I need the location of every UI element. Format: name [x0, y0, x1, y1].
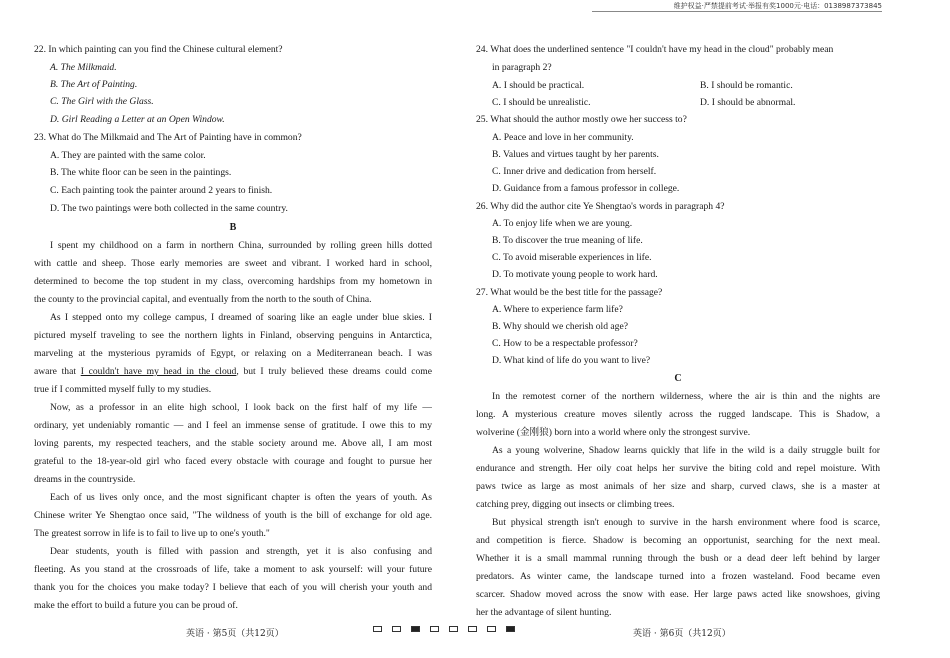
q24-option-b: B. I should be romantic. [700, 80, 793, 91]
q24-option-c: C. I should be unrealistic. [492, 97, 591, 108]
q22-option-a: A. The Milkmaid. [50, 62, 117, 73]
q23-option-d: D. The two paintings were both collected in the same country. [50, 203, 288, 214]
para-b2-pre: aware that [34, 366, 81, 377]
section-b-heading: B [229, 222, 237, 233]
q25-option-d: D. Guidance from a famous professor in college. [492, 183, 680, 194]
para-b3-line: ordinary, yet undeniably romantic — and I feel an immense sense of gratitude. I owe this to my [34, 420, 432, 431]
q27-option-d: D. What kind of life do you want to live? [492, 355, 651, 366]
q23-option-c: C. Each painting took the painter around 2 years to finish. [50, 185, 273, 196]
marker-box [392, 626, 401, 632]
para-c2-line: endurance and strength. Her oily coat helps her survive the biting cold and repel moisture. With [476, 463, 880, 474]
para-c3-line: But physical strength isn't enough to survive in the harsh environment where food is scarce, [492, 517, 880, 528]
q26-option-d: D. To motivate young people to work hard. [492, 269, 658, 280]
para-b3-line: Now, as a professor in an elite high school, I look back on the first half of my life — [50, 402, 432, 413]
marker-box [430, 626, 439, 632]
marker-box [468, 626, 477, 632]
marker-box [373, 626, 382, 632]
q26-option-c: C. To avoid miserable experiences in life. [492, 252, 652, 263]
question-27-stem: 27. What would be the best title for the passage? [476, 287, 663, 298]
para-c3-line: Whether it is a small mammal running through the bush or a dead deer left behind by larger [476, 553, 880, 564]
para-b4-line: Each of us lives only once, and the most significant chapter is often the years of youth. As [50, 492, 432, 503]
question-26-stem: 26. Why did the author cite Ye Shengtao's words in paragraph 4? [476, 201, 725, 212]
para-c3-line: predators. As winter came, the landscape turned into a frozen wasteland. Food became even [476, 571, 880, 582]
para-c3-line: and competition is fierce. Shadow is becoming an opportunist, searching for the next meal. [476, 535, 880, 546]
para-c1-line: In the remotest corner of the northern wilderness, where the air is thin and the nights are [492, 391, 880, 402]
para-c1-line: wolverine (金刚狼) born into a world where only the strongest survive. [476, 427, 751, 438]
para-b5-line: fleeting. As you stand at the crossroads of life, take a moment to ask yourself: will your future [34, 564, 432, 575]
para-b2-line: As I stepped onto my college campus, I dreamed of soaring like an eagle under blue skies. I [50, 312, 432, 323]
para-b5-line: Dear students, youth is filled with passion and strength, yet it is also confusing and [50, 546, 432, 557]
para-b4-line: Chinese writer Ye Shengtao once said, "The wildness of youth is the bill of exchange for old age. [34, 510, 432, 521]
para-c2-line: As a young wolverine, Shadow learns quickly that life in the wild is a daily struggle built for [492, 445, 880, 456]
question-24-stem-cont: in paragraph 2? [492, 62, 552, 73]
question-24-stem: 24. What does the underlined sentence "I couldn't have my head in the cloud" probably mean [476, 44, 834, 55]
header-banner: 维护权益·严禁提前考试·举报有奖1000元·电话：0138987373845 [592, 2, 882, 12]
para-b3-line: grateful to the 18-year-old girl who faced every obstacle with courage and fought to pursue her [34, 456, 432, 467]
para-b2-post: , but I truly believed these dreams could come [236, 366, 432, 377]
para-b1-line: I spent my childhood on a farm in northern China, surrounded by rolling green hills dotted [50, 240, 432, 251]
q23-option-a: A. They are painted with the same color. [50, 150, 206, 161]
marker-box-filled [506, 626, 515, 632]
para-b4-line: The greatest sorrow in life is to fail to live up to one's youth." [34, 528, 270, 539]
q25-option-c: C. Inner drive and dedication from herself. [492, 166, 657, 177]
q22-option-d: D. Girl Reading a Letter at an Open Window. [50, 114, 225, 125]
q24-option-a: A. I should be practical. [492, 80, 585, 91]
para-b3-line: loving parents, my respected teachers, and the stable society around me. Above all, I am most [34, 438, 432, 449]
underlined-sentence: I couldn't have my head in the cloud [80, 366, 237, 377]
q27-option-b: B. Why should we cherish old age? [492, 321, 628, 332]
q24-option-d: D. I should be abnormal. [700, 97, 796, 108]
q22-option-b: B. The Art of Painting. [50, 79, 138, 90]
marker-box [449, 626, 458, 632]
q26-option-b: B. To discover the true meaning of life. [492, 235, 643, 246]
q25-option-b: B. Values and virtues taught by her parents. [492, 149, 659, 160]
q22-option-c: C. The Girl with the Glass. [50, 96, 154, 107]
question-23-stem: 23. What do The Milkmaid and The Art of Painting have in common? [34, 132, 302, 143]
q27-option-c: C. How to be a respectable professor? [492, 338, 638, 349]
para-b3-line: dreams in the countryside. [34, 474, 136, 485]
page-marker-boxes [373, 626, 515, 632]
para-c3-line: scarcer. Shadow moved across the snow with ease. Her large paws acted like snowshoes, giving [476, 589, 880, 600]
section-c-heading: C [674, 373, 682, 384]
para-b1-line: the county to the provincial capital, and eventually from the north to the south of China. [34, 294, 372, 305]
marker-box-filled [411, 626, 420, 632]
para-b1-line: determined to become the top student in my class, overcoming hardships from my hometown in [34, 276, 432, 287]
para-c2-line: catching prey, digging out insects or climbing trees. [476, 499, 675, 510]
q25-option-a: A. Peace and love in her community. [492, 132, 634, 143]
q27-option-a: A. Where to experience farm life? [492, 304, 623, 315]
q23-option-b: B. The white floor can be seen in the paintings. [50, 167, 232, 178]
para-b2-line: marveling at the mysterious pyramids of Egypt, or relaxing on a Mediterranean beach. I was [34, 348, 432, 359]
q26-option-a: A. To enjoy life when we are young. [492, 218, 633, 229]
page-footer-right: 英语 · 第6页（共12页） [633, 629, 731, 639]
question-22-stem: 22. In which painting can you find the Chinese cultural element? [34, 44, 283, 55]
para-b5-line: thank you for the choices you make today? I believe that each of you will cherish your youth and [34, 582, 432, 593]
para-c3-line: her the advantage of silent hunting. [476, 607, 612, 618]
para-b2-line: pictured myself traveling to see the northern lights in Finland, observing penguins in Antarctica, [34, 330, 432, 341]
para-b1-line: with cattle and sheep. Those early memories are sweet and vibrant. I worked hard in school, [34, 258, 432, 269]
para-c2-line: paws twice as large as most animals of her size and sharp, curved claws, she is a master at [476, 481, 880, 492]
para-b2-line-underline [34, 366, 432, 378]
para-b5-line: make the effort to build a future you can be proud of. [34, 600, 238, 611]
para-c1-line: long. A mysterious creature moves silently across the rugged landscape. This is Shadow, a [476, 409, 880, 420]
page-footer-left: 英语 · 第5页（共12页） [186, 629, 284, 639]
question-25-stem: 25. What should the author mostly owe her success to? [476, 114, 687, 125]
marker-box [487, 626, 496, 632]
para-b2-line: true if I committed myself fully to my studies. [34, 384, 212, 395]
